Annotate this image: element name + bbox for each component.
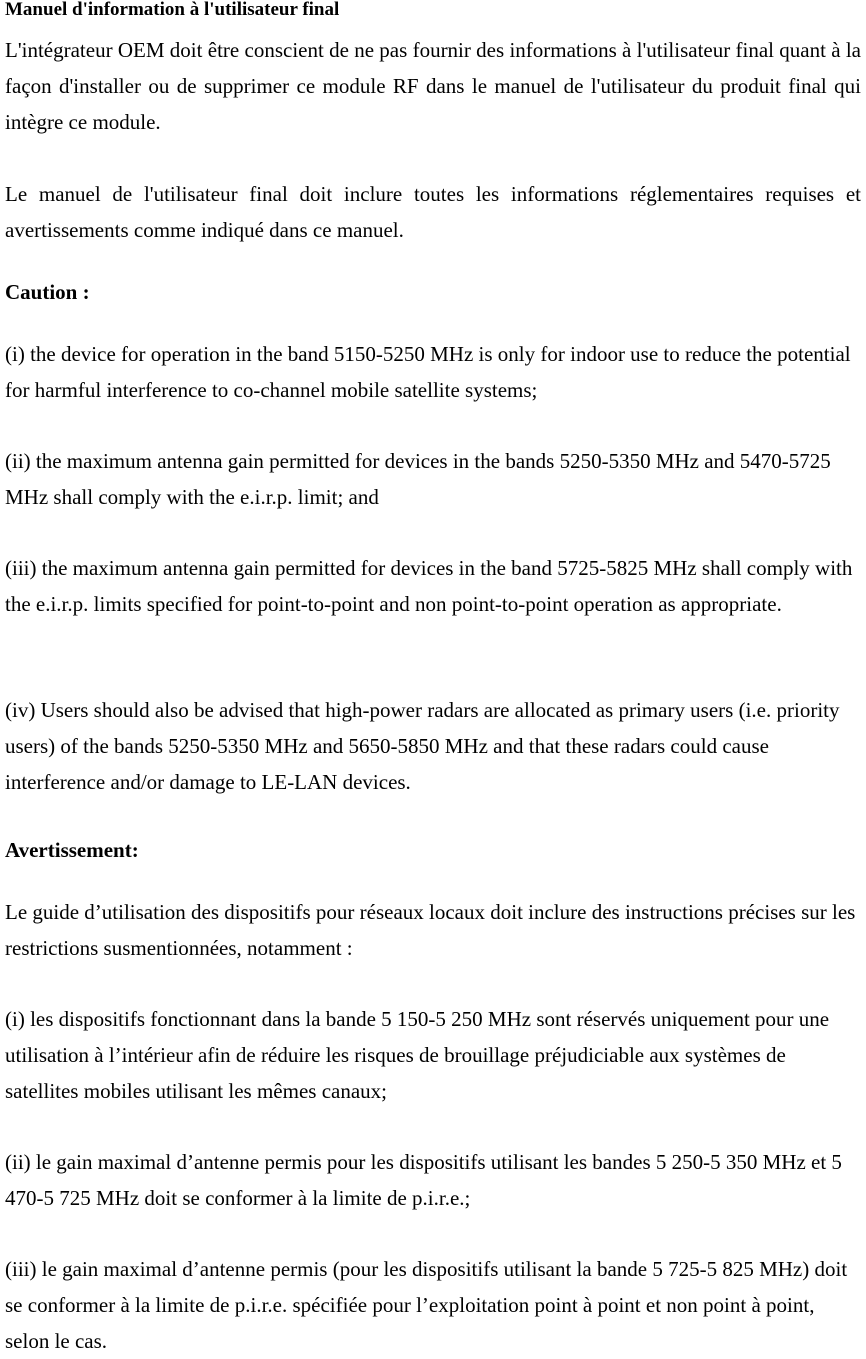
caution-item-i: (i) the device for operation in the band 5150-5250 MHz is only for indoor use to reduce the potential for harmful interference to co-channel mobile satellite systems;	[5, 342, 851, 402]
avertissement-intro: Le guide d’utilisation des dispositifs pour réseaux locaux doit inclure des instructions précises sur les restrictions susmentionnées, notamment :	[5, 900, 856, 960]
intro-paragraph-manual: Le manuel de l'utilisateur final doit inclure toutes les informations réglementaires requises et avertissements comme indiqué dans ce manuel.	[5, 182, 861, 242]
intro-paragraph-oem: L'intégrateur OEM doit être conscient de ne pas fournir des informations à l'utilisateur final quant à la façon d'installer ou de supprimer ce module RF dans le manuel de l'utilisateur du produit final qui intègre ce module.	[5, 38, 861, 134]
caution-item-iv: (iv) Users should also be advised that high-power radars are allocated as primary users (i.e. priority users) of the bands 5250-5350 MHz and 5650-5850 MHz and that these radars could cause interference and/or damage to LE-LAN devices.	[5, 698, 840, 794]
avertissement-item-ii: (ii) le gain maximal d’antenne permis pour les dispositifs utilisant les bandes 5 250-5 350 MHz et 5 470-5 725 MHz doit se conformer à la limite de p.i.r.e.;	[5, 1150, 842, 1210]
avertissement-heading: Avertissement:	[5, 838, 139, 862]
caution-heading: Caution :	[5, 280, 90, 304]
avertissement-item-iii: (iii) le gain maximal d’antenne permis (pour les dispositifs utilisant la bande 5 725-5 825 MHz) doit se conformer à la limite de p.i.r.e. spécifiée pour l’exploitation point à point et non point à point, selon le cas.	[5, 1257, 848, 1353]
document-title: Manuel d'information à l'utilisateur final	[5, 0, 340, 20]
caution-item-ii: (ii) the maximum antenna gain permitted for devices in the bands 5250-5350 MHz and 5470-5725 MHz shall comply with the e.i.r.p. limit; and	[5, 449, 831, 509]
avertissement-item-i: (i) les dispositifs fonctionnant dans la bande 5 150-5 250 MHz sont réservés uniquement pour une utilisation à l’intérieur afin de réduire les risques de brouillage préjudiciable aux systèmes de satellites mobiles utilisant les mêmes canaux;	[5, 1007, 830, 1103]
caution-item-iii: (iii) the maximum antenna gain permitted for devices in the band 5725-5825 MHz shall comply with the e.i.r.p. limits specified for point-to-point and non point-to-point operation as appropriate.	[5, 556, 853, 616]
